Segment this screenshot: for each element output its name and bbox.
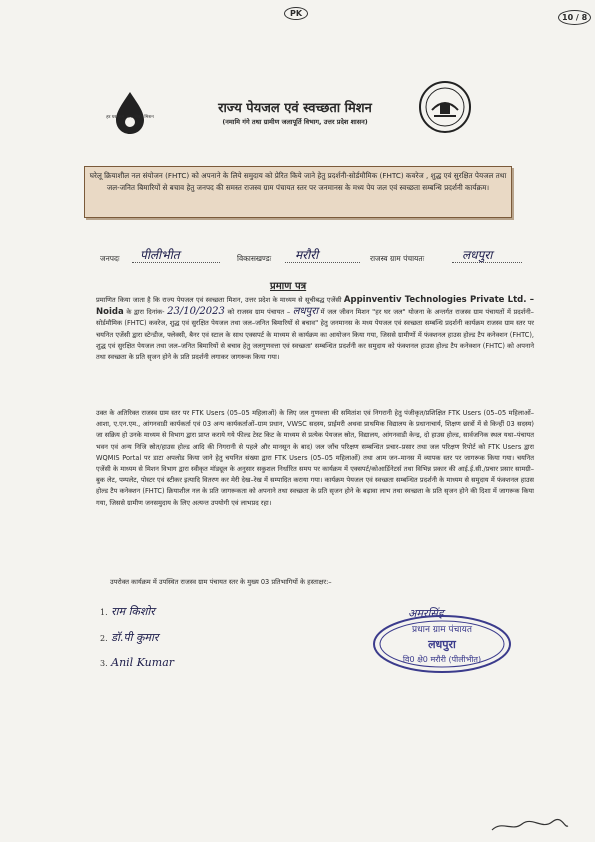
logo-caption: हर घर जल जल जीवन मिशन bbox=[106, 115, 154, 120]
panchayat-label: राजस्व ग्राम पंचायतः bbox=[370, 254, 425, 263]
para1-rest: में जल जीवन मिशन "हर घर जल" योजना के अन्तर्गत राजस्व ग्राम पंचायतों में प्रदर्शनी–सोर्डमौमिक (FHTC) कवरेज, शुद्ध एवं सुरक्षित पेयजल तथा जल–जनित बिमारियों से बचाव" हेतु जनमानस के मध्य पेयजल एवं स्वच्छता सम्बन्धि प्रदर्शनी कार्यक्रम राजस्व ग्राम स्तर पर चयनित एजेंसी द्वारा स्टेन्डीज, फ्लेक्सी, बैनर एवं स्टाल के साथ एक्सपर्ट के माध्यम से कार्यक्रम का आयोजन किया गया, जिससे ग्रामीणों में फंक्शनल हाउस होल्ड टैप कनेक्शन (FHTC), शुद्ध एवं सुरक्षित पेयजल तथा जल–जनित बिमारियों से बचाव हेतु जलगुणवत्ता एवं स्वच्छता' सम्बन्धित प्रदर्शनी कर समुदाय को फंक्शनल हाउस होल्ड टैप कनेक्शन (FHTC) को अपनाने तथा स्वच्छता के प्रति सृजन होने के प्रति प्रदर्शनी लगाकर जागरूक किया गया। bbox=[96, 308, 534, 362]
block-value: मरौरी bbox=[295, 248, 319, 262]
stamp-handwritten-signature: अमरसिंह bbox=[408, 607, 444, 620]
certificate-paragraph-1 bbox=[96, 295, 534, 363]
para1-start: प्रमाणित किया जाता है कि राज्य पेयजल एवं स्वच्छता मिशन, उत्तर प्रदेश के माध्यम से सूचीबद्ध एजेंसी bbox=[96, 296, 342, 304]
programme-date: 23/10/2023 bbox=[167, 306, 225, 318]
block-label: विकासखण्डः bbox=[237, 254, 272, 263]
pradhan-seal-stamp bbox=[372, 614, 512, 674]
stamp-line-3: वि0 क्षे0 मरौरी (पीलीभीत) bbox=[402, 655, 482, 664]
stamp-line-2: लधपुरा bbox=[428, 638, 456, 651]
date-prefix: के द्वारा दिनांक- bbox=[126, 308, 165, 317]
district-label: जनपदः bbox=[100, 254, 120, 263]
org-subtitle: (नमामि गंगे तथा ग्रामीण जलापूर्ति विभाग, उत्तर प्रदेश शासन) bbox=[222, 118, 368, 126]
signature-entry: 1. राम किशोर bbox=[100, 605, 155, 618]
certificate-paragraph-2: उक्त के अतिरिक्त राजस्व ग्राम स्तर पर FTK Users (05–05 महिलाओं) के लिए जल गुणवत्ता की समितांश एवं निगरानी हेतु पंजीकृत/प्रशिक्षित FTK Users (05–05 महिलाओं–आशा, ए.एन.एम., आंगनवाडी कार्यकर्ता एवं 03 अन्य कार्यकर्ताओं–ग्राम प्रधान, VWSC सदस्य, प्राईमरी अथवा प्राथमिक विद्यालय के प्रधानाचार्य, शिक्षण छात्रों में से किन्हीं 03 सदस्य) जा सक्रिय हो उनके माध्यम से विभाग द्वारा प्राप्त कराये गये फील्ड टेस्ट किट के माध्यम से प्रत्येक पेयजल स्रोत, विद्यालय, आंगनवाडी केन्द्र, दो हाउस होल्ड, सार्वजनिक स्थल यथा–पंचायत भवन एवं अन्य निजि स्रोत/हाउस होल्ड आदि की निगरानी से पहले और मानसून के बाद) जल जाँच परिक्षण सम्बन्धित प्रचार–प्रसार तथा जल परिक्षण रिपोर्ट को FTK Users द्वारा WQMIS Portal पर डाटा अपलोड किया जाने हेतु चयनित संख्या द्वारा FTK Users (05–05 महिलाओं) तथा आम जन–मानस में व्यापक स्तर पर जागरूक किया गया। चयनित एजेंसी के माध्यम से मिशन विभाग द्वारा स्वीकृत मॉड्यूल के अनुसार सकुशल निर्धारित समय पर कार्यक्रम में एक्सपर्ट/कोआर्डिनेटर्स तथा विभिन्न प्रकार की आई.ई.सी./प्रचार प्रसार सामग्री–बुक लेट, पम्पलेट, पोस्टर एवं स्टीकर इत्यादि वितरण कर मेरी देख–रेख में सम्पादित कराया गया। कार्यक्रम पेयजल एवं स्वच्छता सम्बन्धित प्रदर्शनी के माध्यम से समुदाय में फंक्शनल हाउस होल्ड टैप कनेक्शन (FHTC) क्रियाशील नल के प्रति जागरूकता को अपनाने तथा स्वच्छता के प्रति सृजन होने के बढ़ावा लाभ तथा स्वच्छता के प्रति सृजन होने की दिशा में जागरूक किया गया, जिससे ग्रामीण जनसमुदाय के लिए अत्यन्त उपयोगी एवं लाभप्रद रहा। bbox=[96, 409, 534, 507]
certificate-title: प्रमाण पत्र bbox=[270, 281, 307, 292]
signature-name: Anil Kumar bbox=[111, 656, 175, 669]
agency-name: Appinventiv Technologies Private Ltd. – Noida bbox=[96, 295, 534, 318]
panchayat-value: लधपुरा bbox=[462, 248, 493, 262]
stamp-line-1: प्रधान ग्राम पंचायत bbox=[411, 625, 473, 635]
top-handwritten-mark: PK bbox=[284, 7, 308, 20]
page-number-mark: 10 / 8 bbox=[558, 10, 591, 25]
signature-name: राम किशोर bbox=[111, 605, 155, 618]
signature-entry: 2. डॉ.पी कुमार bbox=[100, 631, 159, 644]
up-govt-emblem-icon bbox=[418, 80, 472, 134]
programme-banner: घरेलू क्रियाशील नल संयोजन (FHTC) को अपनाने के लिये समुदाय को प्रेरित किये जाने हेतु प्रदर्शनी-सोर्डमौमिक (FHTC) कवरेज , शुद्ध एवं सुरक्षित पेयजल तथा जल-जनित बिमारियों से बचाव हेतु जनपद की समस्त राजस्व ग्राम पंचायत स्तर पर जनमानस के मध्य पेय जल एवं स्वच्छता सम्बन्धि प्रदर्शनी कार्यक्रम। bbox=[84, 166, 512, 218]
signature-name: डॉ.पी कुमार bbox=[111, 631, 159, 644]
district-value: पीलीभीत bbox=[140, 248, 180, 262]
margin-scribble-icon bbox=[490, 818, 570, 834]
signature-intro: उपरोक्त कार्यक्रम में उपस्थित राजस्व ग्राम पंचायत स्तर के मुख्य 03 प्रतिभागियों के हस्ताक्षर:– bbox=[110, 578, 332, 586]
panchayat-handwritten: लधपुरा bbox=[292, 306, 319, 318]
org-title: राज्य पेयजल एवं स्वच्छता मिशन bbox=[218, 101, 372, 116]
date-suffix: को राजस्व ग्राम पंचायत – bbox=[227, 308, 291, 317]
signature-entry: 3. Anil Kumar bbox=[100, 656, 175, 669]
